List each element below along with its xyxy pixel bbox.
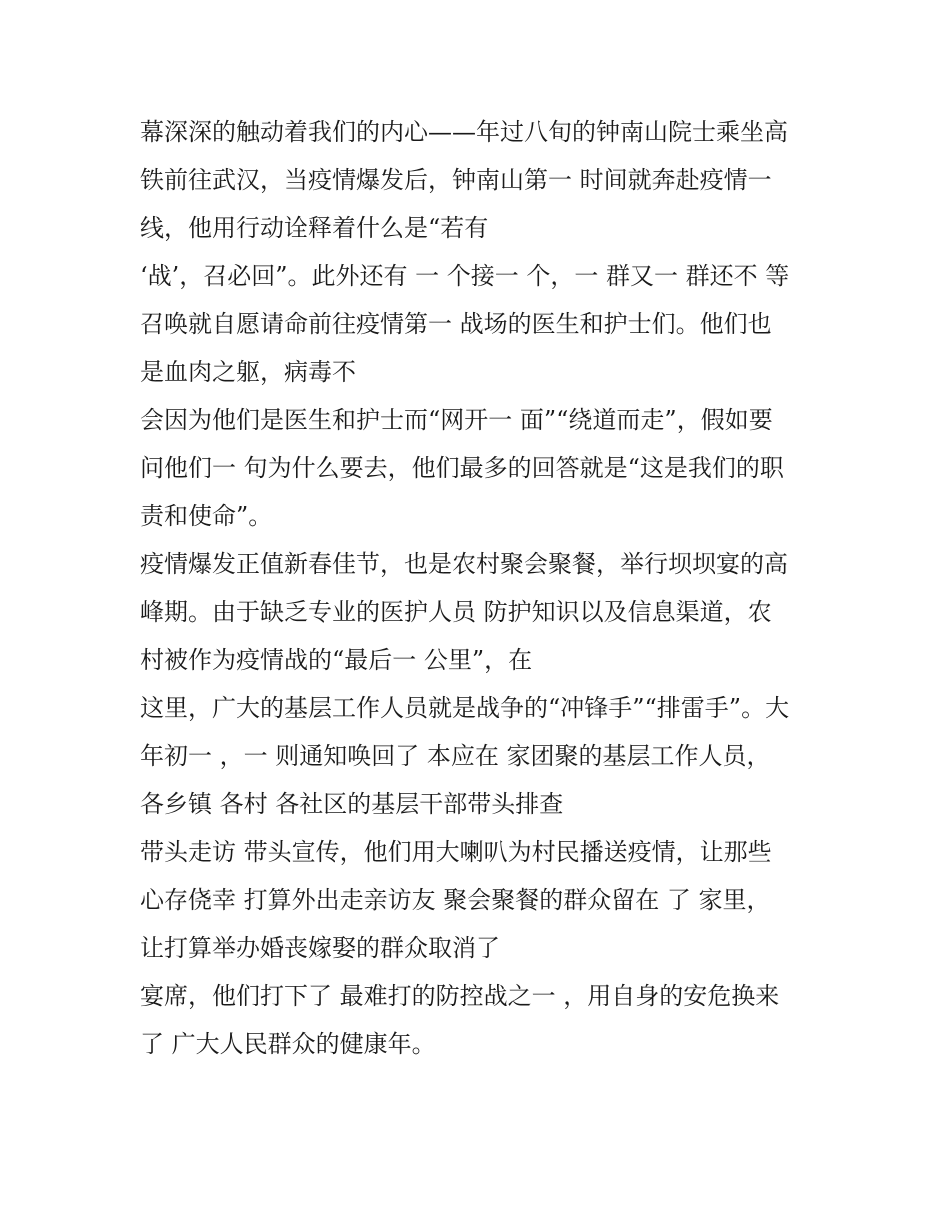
text-line: 召唤就自愿请命前往疫情第一 战场的医生和护士们。他们也 [140,310,772,338]
text-line: 村被作为疫情战的“最后一 公里”，在 [140,646,533,674]
text-line: 幕深深的触动着我们的内心——年过八旬的钟南山院士乘坐高 [140,118,788,146]
text-line: 线，他用行动诠释着什么是“若有 [140,214,489,242]
text-line: 让打算举办婚丧嫁娶的群众取消了 [140,934,500,962]
text-line: 疫情爆发正值新春佳节，也是农村聚会聚餐，举行坝坝宴的高 [140,550,788,578]
text-line: 年初一 ，一 则通知唤回了 本应在 家团聚的基层工作人员， [140,742,771,770]
body-text [140,108,830,1068]
text-line: 心存侥幸 打算外出走亲访友 聚会聚餐的群众留在 了 家里， [140,886,771,914]
text-line: 责和使命”。 [140,502,273,530]
text-line: 铁前往武汉，当疫情爆发后，钟南山第一 时间就奔赴疫情一 [140,166,772,194]
text-line: 峰期。由于缺乏专业的医护人员 防护知识以及信息渠道，农 [140,598,772,626]
text-line: 了 广大人民群众的健康年。 [140,1030,436,1058]
text-line: 各乡镇 各村 各社区的基层干部带头排查 [140,790,564,818]
text-line: 是血肉之躯，病毒不 [140,358,356,386]
text-line: 会因为他们是医生和护士而“网开一 面”“绕道而走”，假如要 [140,406,773,434]
text-line: 带头走访 带头宣传，他们用大喇叭为村民播送疫情，让那些 [140,838,772,866]
text-line: 这里，广大的基层工作人员就是战争的“冲锋手”“排雷手”。大 [140,694,790,722]
text-line: 宴席，他们打下了 最难打的防控战之一 ，用自身的安危换来 [140,982,780,1010]
text-line: ‘战’，召必回”。此外还有 一 个接一 个，一 群又一 群还不 等 [140,262,790,290]
text-line: 问他们一 句为什么要去，他们最多的回答就是“这是我们的职 [140,454,784,482]
